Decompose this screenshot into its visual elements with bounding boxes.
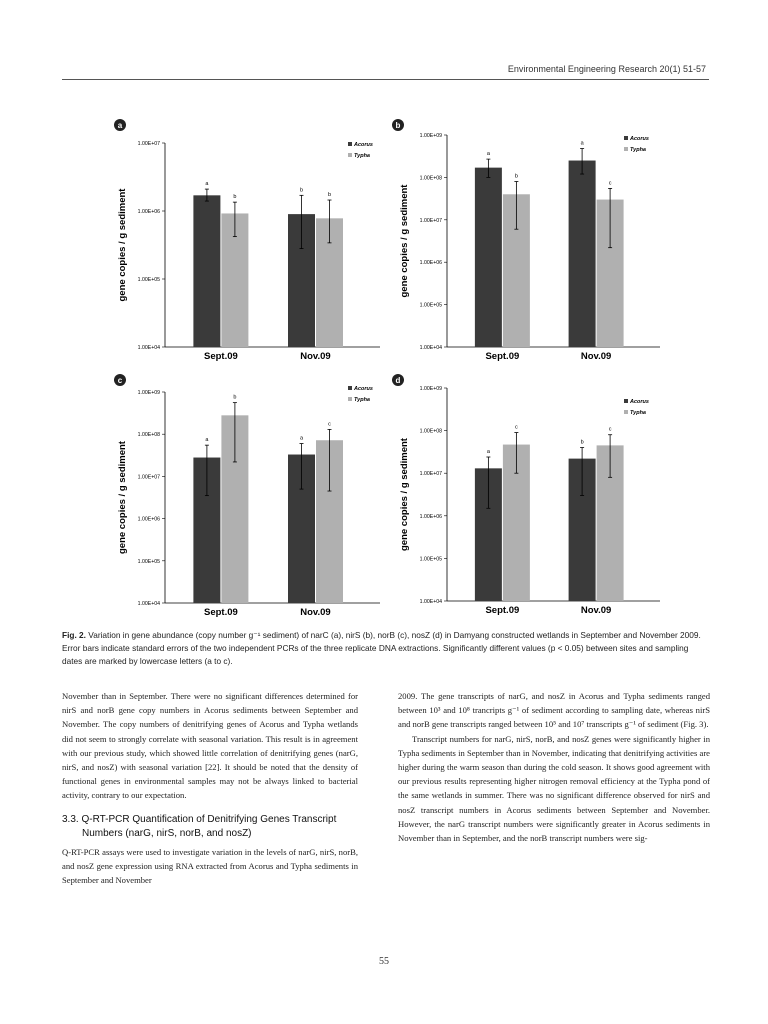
section-heading-3-3 bbox=[62, 813, 358, 841]
section-heading-line-2: Numbers (narG, nirS, norB, and nosZ) bbox=[82, 827, 252, 839]
panel-label-letter: a bbox=[117, 121, 123, 130]
significance-letter: a bbox=[486, 449, 490, 456]
x-category-label: Nov.09 bbox=[300, 607, 331, 618]
legend-swatch-typha bbox=[348, 397, 352, 401]
chart-panel-a bbox=[114, 119, 380, 362]
significance-letter: a bbox=[205, 437, 209, 444]
right-paragraph-2: Transcript numbers for narG, nirS, norB, and nosZ genes were significantly higher in Typha sediments in September than in November, indicating that denitrifying activities are higher during the warm season than during the cold season. It shows good agreement with our previous results representing higher nitrogen removal efficiency at the Typha pond of the same wetlands in summer. There was no significant difference observed for nirS and nosZ transcript numbers in Acorus sediments between September and November. However, the narG transcript numbers were significantly greater in Acorus sediments in November than in September, and the norB transcript numbers were sig- bbox=[398, 733, 710, 844]
legend-swatch-typha bbox=[348, 153, 352, 157]
legend-label-typha: Typha bbox=[354, 153, 370, 159]
y-tick-label: 1.00E+05 bbox=[137, 277, 160, 283]
chart-panel-c bbox=[114, 374, 380, 618]
bar-acorus bbox=[193, 195, 220, 347]
legend-label-typha: Typha bbox=[354, 397, 370, 403]
y-tick-label: 1.00E+07 bbox=[419, 217, 442, 224]
panel-label-letter: d bbox=[395, 376, 401, 385]
x-category-label: Sept.09 bbox=[204, 607, 238, 618]
significance-letter: a bbox=[299, 435, 304, 442]
y-tick-label: 1.00E+07 bbox=[137, 474, 160, 481]
y-axis-title: gene copies / g sediment bbox=[117, 188, 128, 302]
significance-letter: b bbox=[327, 192, 332, 199]
y-tick-label: 1.00E+06 bbox=[137, 516, 160, 523]
left-column bbox=[62, 689, 358, 887]
legend-swatch-acorus bbox=[348, 386, 352, 390]
x-category-label: Sept.09 bbox=[485, 351, 520, 362]
y-tick-label: 1.00E+05 bbox=[137, 558, 160, 565]
significance-letter: b bbox=[233, 194, 237, 201]
running-head: Environmental Engineering Research 20(1) 51-57 bbox=[507, 64, 706, 74]
legend-swatch-acorus bbox=[348, 142, 352, 146]
legend-label-typha: Typha bbox=[630, 410, 646, 416]
legend-label-acorus: Acorus bbox=[354, 142, 373, 148]
y-tick-label: 1.00E+09 bbox=[419, 133, 442, 139]
section-heading-line-1: 3.3. Q-RT-PCR Quantification of Denitrifying Genes Transcript bbox=[62, 813, 337, 825]
page-number: 55 bbox=[379, 956, 389, 967]
chart-panel-b bbox=[392, 119, 660, 362]
y-tick-label: 1.00E+05 bbox=[419, 302, 442, 309]
y-tick-label: 1.00E+04 bbox=[137, 345, 160, 351]
y-tick-label: 1.00E+06 bbox=[419, 513, 442, 520]
y-tick-label: 1.00E+08 bbox=[419, 175, 442, 182]
figure-caption bbox=[62, 629, 710, 668]
y-tick-label: 1.00E+04 bbox=[419, 599, 442, 605]
x-category-label: Nov.09 bbox=[580, 351, 612, 362]
right-column bbox=[398, 689, 710, 845]
chart-panel-d bbox=[392, 374, 660, 616]
y-tick-label: 1.00E+07 bbox=[419, 471, 442, 478]
y-tick-label: 1.00E+08 bbox=[137, 432, 160, 439]
x-category-label: Nov.09 bbox=[580, 605, 612, 616]
significance-letter: a bbox=[205, 181, 209, 188]
significance-letter: b bbox=[233, 394, 237, 401]
significance-letter: c bbox=[608, 180, 612, 187]
legend-swatch-acorus bbox=[624, 136, 628, 140]
panel-label-letter: b bbox=[395, 121, 401, 130]
caption-text: Variation in gene abundance (copy number g⁻¹ sediment) of narC (a), nirS (b), norB (c), nosZ (d) in Damyang constructed wetlands in September and November 2009. Error bars indicate standard errors of the two independent PCRs of the three replicate DNA extractions. Significantly different values (p < 0.05) between sites and sampling dates are marked by lowercase letters (a to c). bbox=[62, 630, 701, 666]
x-category-label: Sept.09 bbox=[204, 351, 238, 362]
legend-label-typha: Typha bbox=[630, 147, 646, 153]
left-paragraph-1: November than in September. There were no significant differences determined for nirS and norB gene copy numbers in Acorus sediments between September and November. The copy numbers of denitrifying genes of Acorus and Typha wetlands did not seem to strongly correlate with seasonal variation. This result is in agreement with our previous study, which showed little correlation of denitrifying genes (narG, nirS, and nosZ) with seasonal variation [22]. It should be noted that the density of functional genes in environmental samples may not be always linked to bacterial activity, contrary to our expectation. bbox=[62, 691, 358, 801]
y-tick-label: 1.00E+06 bbox=[419, 260, 442, 267]
significance-letter: b bbox=[580, 439, 584, 446]
significance-letter: c bbox=[608, 426, 612, 433]
y-tick-label: 1.00E+04 bbox=[137, 601, 160, 607]
significance-letter: c bbox=[328, 421, 331, 428]
y-tick-label: 1.00E+07 bbox=[137, 141, 160, 147]
y-axis-title: gene copies / g sediment bbox=[399, 438, 410, 551]
legend-swatch-acorus bbox=[624, 399, 628, 403]
right-paragraph-1: 2009. The gene transcripts of narG, and nosZ in Acorus and Typha sediments ranged between 10³ and 10⁸ trancripts g⁻¹ of sediment according to sampling date, whereas nirS and norB gene transcripts ranged between 10⁵ and 10⁷ transcripts g⁻¹ of sediment (Fig. 3). bbox=[398, 691, 710, 730]
legend-label-acorus: Acorus bbox=[630, 399, 649, 405]
significance-letter: b bbox=[514, 173, 518, 180]
left-paragraph-2: Q-RT-PCR assays were used to investigate variation in the levels of narG, nirS, norB, and nosZ gene expression using RNA extracted from Acorus and Typha sediments in September and November bbox=[62, 846, 358, 886]
y-tick-label: 1.00E+04 bbox=[419, 345, 442, 351]
x-category-label: Sept.09 bbox=[485, 605, 520, 616]
caption-label: Fig. 2. bbox=[62, 630, 86, 640]
bar-acorus bbox=[475, 168, 502, 347]
legend-swatch-typha bbox=[624, 147, 628, 151]
significance-letter: c bbox=[515, 424, 518, 431]
bar-acorus bbox=[569, 161, 596, 347]
y-tick-label: 1.00E+09 bbox=[419, 386, 442, 392]
x-category-label: Nov.09 bbox=[300, 351, 331, 362]
legend-label-acorus: Acorus bbox=[630, 136, 649, 142]
y-tick-label: 1.00E+09 bbox=[137, 390, 160, 396]
panel-label-letter: c bbox=[117, 376, 123, 385]
y-axis-title: gene copies / g sediment bbox=[117, 441, 128, 554]
y-tick-label: 1.00E+08 bbox=[419, 428, 442, 435]
y-tick-label: 1.00E+06 bbox=[137, 209, 160, 215]
legend-label-acorus: Acorus bbox=[354, 386, 373, 392]
legend-swatch-typha bbox=[624, 410, 628, 414]
significance-letter: a bbox=[580, 140, 584, 147]
significance-letter: a bbox=[486, 151, 490, 158]
y-tick-label: 1.00E+05 bbox=[419, 556, 442, 563]
y-axis-title: gene copies / g sediment bbox=[399, 184, 410, 298]
significance-letter: b bbox=[299, 187, 304, 194]
